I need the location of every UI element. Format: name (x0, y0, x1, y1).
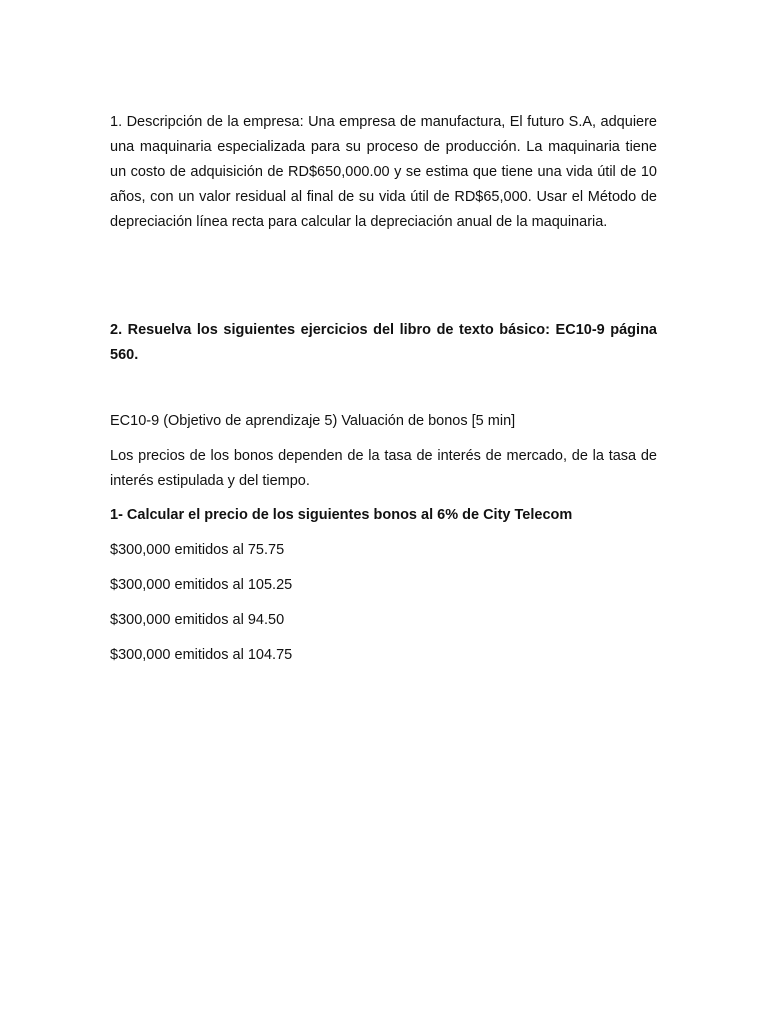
exercise-assignment-heading: 2. Resuelva los siguientes ejercicios del libro de texto básico: EC10-9 página 560. (110, 322, 657, 363)
company-description-paragraph: 1. Descripción de la empresa: Una empresa de manufactura, El futuro S.A, adquiere una maquinaria especializada para su proceso de producción. La maquinaria tiene un costo de adquisición de RD$650,000.00 y se estima que tiene una vida útil de 10 años, con un valor residual al final de su vida útil de RD$65,000. Usar el Método de depreciación línea recta para calcular la depreciación anual de la maquinaria. (110, 114, 657, 230)
bond-item: $300,000 emitidos al 105.25 (110, 577, 293, 593)
bond-item: $300,000 emitidos al 75.75 (110, 542, 285, 558)
exercise-instruction: 1- Calcular el precio de los siguientes bonos al 6% de City Telecom (110, 507, 573, 523)
bond-list (110, 538, 657, 668)
exercise-intro-paragraph: Los precios de los bonos dependen de la tasa de interés de mercado, de la tasa de interés estipulada y del tiempo. (110, 448, 657, 489)
document-page (110, 110, 657, 668)
bond-item: $300,000 emitidos al 94.50 (110, 612, 285, 628)
bond-item: $300,000 emitidos al 104.75 (110, 647, 293, 663)
exercise-title: EC10-9 (Objetivo de aprendizaje 5) Valuación de bonos [5 min] (110, 413, 516, 429)
